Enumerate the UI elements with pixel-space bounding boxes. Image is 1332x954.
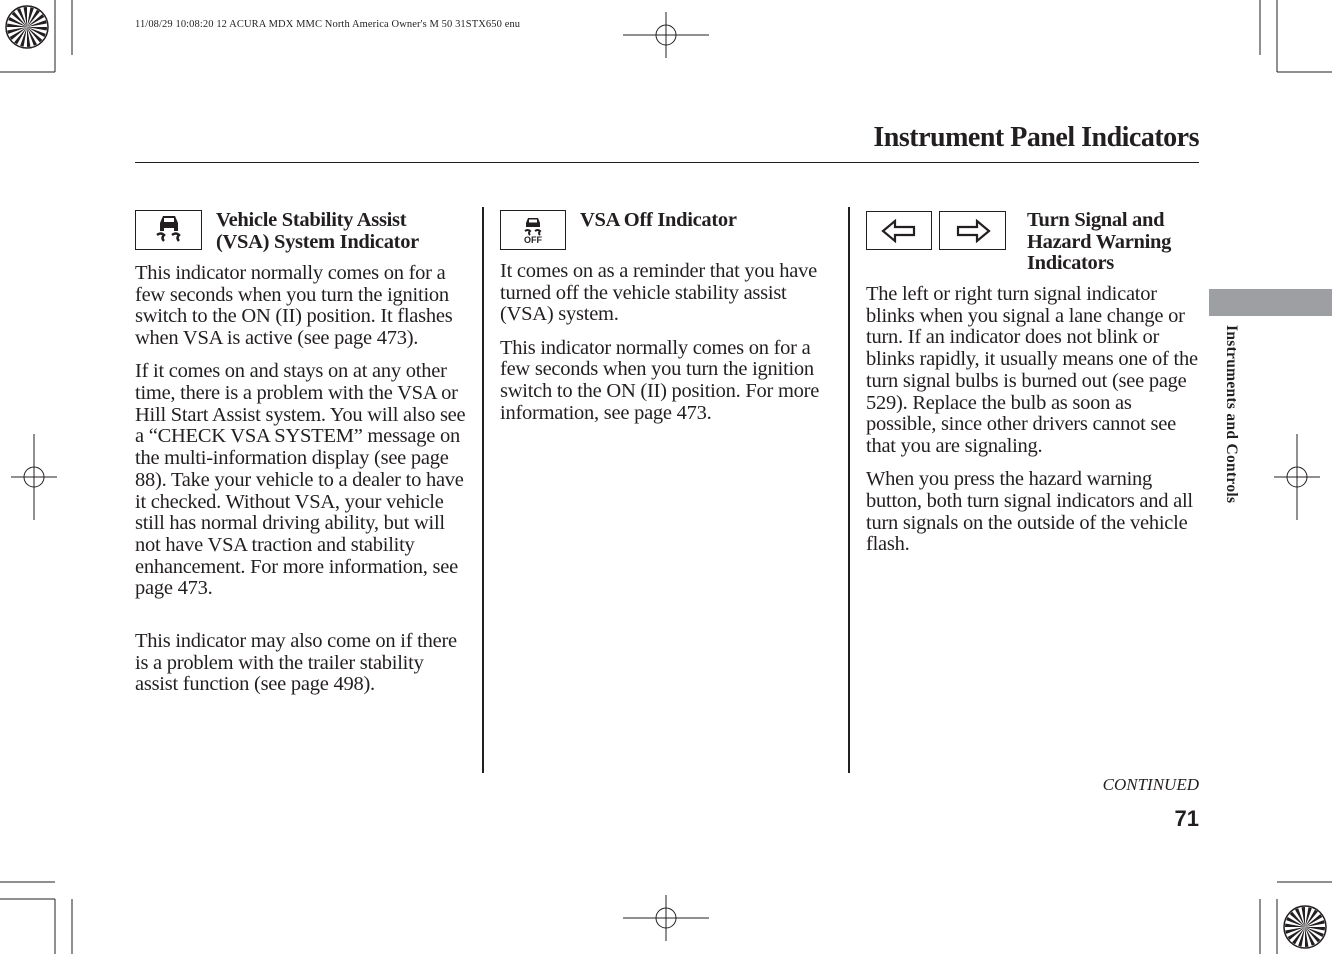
vsa-off-heading: [580, 210, 737, 232]
column-divider-2: [848, 207, 850, 773]
vsa-indicator-box: [135, 210, 202, 250]
paragraph: If it comes on and stays on at any other time, there is a problem with the VSA or Hill Start Assist system. You will also see a “CHECK VSA SYSTEM” message on the multi-information display (see page 88). Take your vehicle to a dealer to have it checked. Without VSA, your vehicle still has normal driving ability, but will not have VSA traction and stability enhancement. For more information, see page 473.: [135, 360, 466, 600]
heading-line: VSA Off Indicator: [580, 209, 737, 231]
paragraph: When you press the hazard warning button, both turn signal indicators and all turn signals on the outside of the vehicle flash.: [866, 468, 1193, 556]
vsa-skid-car-icon: [149, 213, 189, 247]
vsa-system-body: [135, 263, 470, 708]
page-title: Instrument Panel Indicators: [873, 122, 1199, 153]
heading-line: Indicators: [1027, 252, 1114, 274]
paragraph: It comes on as a reminder that you have turned off the vehicle stability assist (VSA) system.: [500, 260, 817, 326]
heading-line: (VSA) System Indicator: [216, 230, 419, 253]
heading-line: Turn Signal and: [1027, 209, 1165, 231]
vsa-off-indicator-box: [500, 210, 566, 250]
column-divider-1: [482, 207, 484, 773]
turn-signal-heading: [1027, 210, 1171, 275]
print-job-header: 11/08/29 10:08:20 12 ACURA MDX MMC North America Owner's M 50 31STX650 enu: [135, 19, 521, 30]
left-arrow-icon: [881, 219, 917, 243]
paragraph: The left or right turn signal indicator blinks when you signal a lane change or turn. If an indicator does not blink or blinks rapidly, it usually means one of the turn signal bulbs is burned out (see page 529). Replace the bulb as soon as possible, since other drivers cannot see that you are signaling.: [866, 283, 1198, 457]
vsa-off-icon-label: OFF: [524, 234, 542, 245]
paragraph: This indicator normally comes on for a few seconds when you turn the ignition switch to the ON (II) position. It flashes when VSA is active (see page 473).: [135, 262, 453, 350]
right-arrow-icon: [955, 219, 991, 243]
paragraph: This indicator normally comes on for a few seconds when you turn the ignition switch to the ON (II) position. For more information, see page 473.: [500, 336, 820, 424]
heading-line: Vehicle Stability Assist: [216, 209, 407, 231]
continued-label: CONTINUED: [1102, 775, 1199, 794]
turn-signal-body: [866, 284, 1201, 567]
paragraph: This indicator may also come on if there is a problem with the trailer stability assist function (see page 498).: [135, 630, 457, 696]
section-tab-label: Instruments and Controls: [1223, 325, 1240, 504]
vsa-off-body: [500, 261, 835, 436]
heading-line: Hazard Warning: [1027, 230, 1172, 253]
title-rule: [135, 162, 1199, 163]
right-turn-indicator-box: [939, 211, 1006, 250]
section-tab: [1209, 289, 1332, 316]
page-number: 71: [1174, 806, 1199, 831]
left-turn-indicator-box: [866, 211, 932, 250]
vsa-system-heading: [216, 210, 419, 253]
